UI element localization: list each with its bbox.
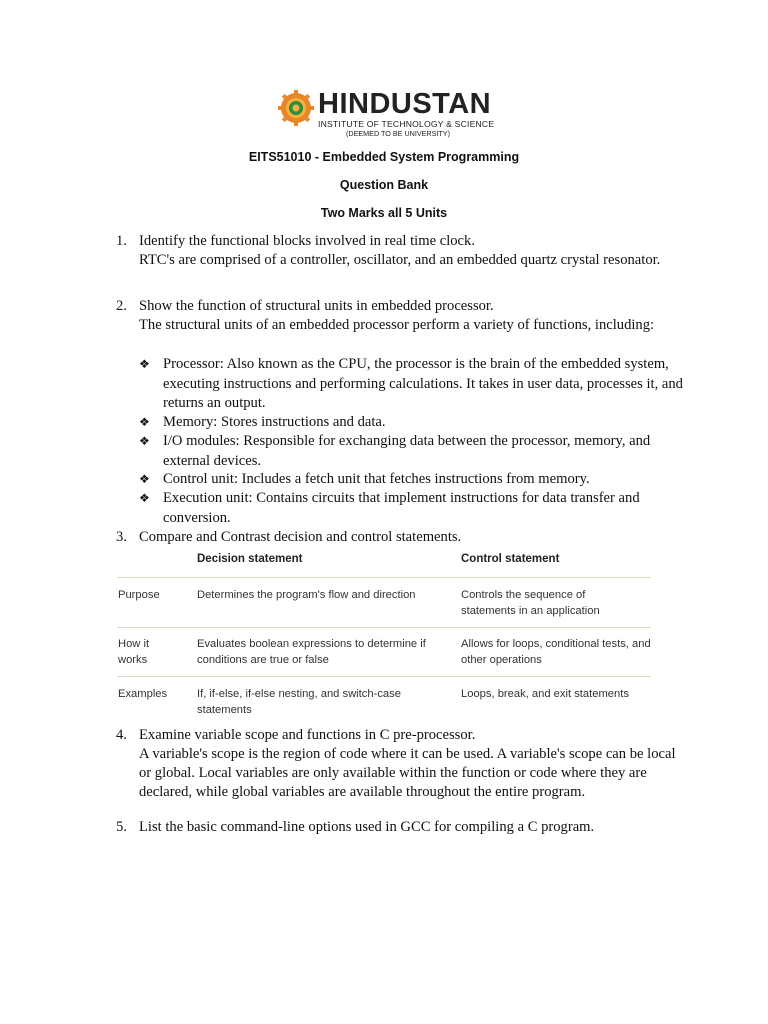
doc-subtitle: Two Marks all 5 Units — [320, 206, 448, 220]
bullet-text: Processor: Also known as the CPU, the processor is the brain of the embedded system, executing instructions and performing calculations. It takes in user data, processes it, and returns an output. — [163, 356, 683, 411]
answer-text: The structural units of an embedded processor perform a variety of functions, including: — [139, 317, 655, 333]
table-cell: Controls the sequence of statements in an application — [461, 589, 600, 617]
table-row-label: How it works — [118, 638, 150, 666]
question-number: 5. — [116, 819, 127, 835]
table-cell: Allows for loops, conditional tests, and other operations — [461, 638, 651, 666]
table-rule — [117, 577, 651, 578]
table-cell: Loops, break, and exit statements — [461, 688, 629, 700]
bullet-text: Execution unit: Contains circuits that implement instructions for data transfer and conversion. — [163, 490, 640, 526]
diamond-bullet-icon: ❖ — [139, 357, 150, 371]
question-text: Show the function of structural units in embedded processor. — [139, 298, 494, 314]
gear-emblem-icon — [278, 90, 314, 126]
table-row-label: Examples — [118, 688, 168, 700]
question-number: 1. — [116, 233, 127, 249]
question-text: Compare and Contrast decision and control statements. — [139, 529, 462, 545]
table-cell: Evaluates boolean expressions to determine if conditions are true or false — [197, 638, 426, 666]
table-cell: If, if-else, if-else nesting, and switch-case statements — [197, 688, 401, 716]
table-header-control: Control statement — [461, 553, 560, 565]
bullet-text: I/O modules: Responsible for exchanging data between the processor, memory, and external devices. — [163, 433, 651, 469]
question-number: 2. — [116, 298, 127, 314]
question-text: Identify the functional blocks involved in real time clock. — [139, 233, 475, 249]
table-row-label: Purpose — [118, 589, 160, 601]
question-number: 3. — [116, 529, 127, 545]
bullet-text: Memory: Stores instructions and data. — [163, 414, 386, 430]
logo-name: HINDUSTAN — [318, 88, 492, 120]
table-cell: Determines the program's flow and direction — [197, 589, 416, 601]
answer-text: A variable's scope is the region of code where it can be used. A variable's scope can be local or global. Local variables are only available within the function or code where they are declared, while global variables are available throughout the entire program. — [139, 746, 676, 800]
comparison-table — [117, 550, 651, 720]
diamond-bullet-icon: ❖ — [139, 472, 150, 486]
doc-type-title: Question Bank — [339, 178, 429, 192]
table-rule — [117, 627, 651, 628]
course-title: EITS51010 - Embedded System Programming — [248, 150, 520, 164]
logo-deemed-label: (DEEMED TO BE UNIVERSITY) — [346, 129, 450, 138]
table-header-decision: Decision statement — [197, 553, 303, 565]
bullet-text: Control unit: Includes a fetch unit that fetches instructions from memory. — [163, 471, 590, 487]
diamond-bullet-icon: ❖ — [139, 434, 150, 448]
logo-subtitle: INSTITUTE OF TECHNOLOGY & SCIENCE — [318, 119, 495, 129]
table-rule — [117, 676, 651, 677]
institution-logo — [278, 88, 498, 142]
question-text: Examine variable scope and functions in C pre-processor. — [139, 727, 476, 743]
answer-text: RTC's are comprised of a controller, oscillator, and an embedded quartz crystal resonator. — [139, 252, 661, 268]
diamond-bullet-icon: ❖ — [139, 491, 150, 505]
question-number: 4. — [116, 727, 127, 743]
diamond-bullet-icon: ❖ — [139, 415, 150, 429]
question-text: List the basic command-line options used in GCC for compiling a C program. — [139, 819, 595, 835]
